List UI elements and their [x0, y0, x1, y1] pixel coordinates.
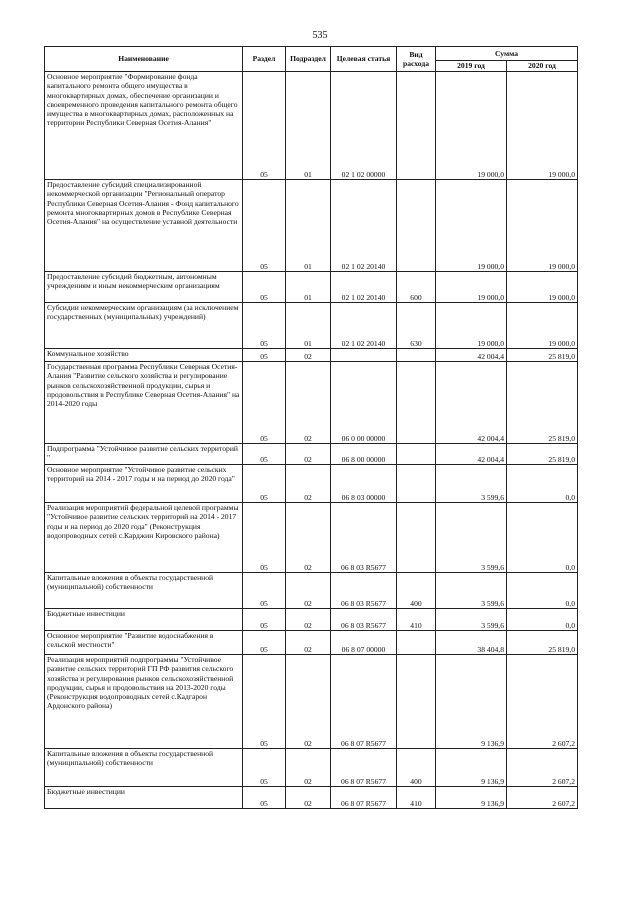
- row-target: 06 8 07 00000: [331, 631, 397, 655]
- row-expense-type: 400: [397, 573, 436, 609]
- row-2020: 0,0: [507, 609, 578, 631]
- header-section: Раздел: [243, 47, 286, 72]
- row-target: 02 1 02 20140: [331, 180, 397, 272]
- row-expense-type: [397, 503, 436, 573]
- row-2019: 19 000,0: [436, 72, 507, 180]
- row-section: 05: [243, 465, 286, 503]
- table-row: [45, 272, 578, 303]
- row-subsection: 02: [286, 749, 331, 787]
- table-row: [45, 180, 578, 272]
- row-2020: 0,0: [507, 573, 578, 609]
- row-2019: 19 000,0: [436, 303, 507, 349]
- row-2019: 3 599,6: [436, 465, 507, 503]
- row-expense-type: 630: [397, 303, 436, 349]
- row-2020: 25 819,0: [507, 349, 578, 362]
- row-section: 05: [243, 655, 286, 749]
- row-target: 06 8 00 00000: [331, 444, 397, 465]
- row-section: 05: [243, 787, 286, 809]
- row-target: 06 8 03 R5677: [331, 503, 397, 573]
- row-2020: 0,0: [507, 503, 578, 573]
- row-section: 05: [243, 444, 286, 465]
- row-section: 05: [243, 573, 286, 609]
- row-target: 02 1 02 20140: [331, 303, 397, 349]
- row-section: 05: [243, 349, 286, 362]
- row-expense-type: 410: [397, 787, 436, 809]
- row-subsection: 02: [286, 362, 331, 444]
- row-name: Основное мероприятие "Развитие водоснабжения в сельской местности": [45, 631, 243, 655]
- header-sum: Сумма: [436, 47, 578, 61]
- row-target: 02 1 02 20140: [331, 272, 397, 303]
- header-subsection: Подраздел: [286, 47, 331, 72]
- row-target: 06 8 07 R5677: [331, 749, 397, 787]
- table-row: [45, 72, 578, 180]
- row-section: 05: [243, 272, 286, 303]
- row-subsection: 01: [286, 72, 331, 180]
- row-2019: 42 004,4: [436, 349, 507, 362]
- row-2020: 25 819,0: [507, 444, 578, 465]
- budget-table: [44, 46, 578, 809]
- row-2020: 19 000,0: [507, 272, 578, 303]
- row-2020: 2 607,2: [507, 749, 578, 787]
- row-name: Бюджетные инвестиции: [45, 787, 243, 809]
- row-2019: 19 000,0: [436, 272, 507, 303]
- row-2019: 9 136,9: [436, 787, 507, 809]
- row-2019: 38 404,8: [436, 631, 507, 655]
- row-subsection: 02: [286, 573, 331, 609]
- header-2019: 2019 год: [436, 61, 507, 72]
- row-section: 05: [243, 72, 286, 180]
- row-expense-type: 600: [397, 272, 436, 303]
- row-name: Реализация мероприятий федеральной целевой программы "Устойчивое развитие сельских территорий на 2014 - 2017 годы и на период до 2020 года" (Реконструкция водопроводных сетей с.Карджин Кировского района): [45, 503, 243, 573]
- table-row: [45, 631, 578, 655]
- table-row: [45, 655, 578, 749]
- row-target: 06 8 03 R5677: [331, 609, 397, 631]
- row-expense-type: [397, 72, 436, 180]
- page-number: 535: [312, 30, 328, 41]
- row-expense-type: [397, 655, 436, 749]
- row-2020: 0,0: [507, 465, 578, 503]
- row-subsection: 02: [286, 655, 331, 749]
- row-expense-type: [397, 444, 436, 465]
- table-row: [45, 349, 578, 362]
- row-section: 05: [243, 503, 286, 573]
- row-subsection: 01: [286, 272, 331, 303]
- row-2020: 19 000,0: [507, 180, 578, 272]
- row-name: Капитальные вложения в объекты государственной (муниципальной) собственности: [45, 573, 243, 609]
- row-name: Основное мероприятие "Формирование фонда капитального ремонта общего имущества в многоквартирных домах, обеспечение организации и своевременного проведения капитального ремонта общего имущества в многоквартирных домах, расположенных на территории Республики Северная Осетия-Алания": [45, 72, 243, 180]
- row-target: 02 1 02 00000: [331, 72, 397, 180]
- row-name: Бюджетные инвестиции: [45, 609, 243, 631]
- row-expense-type: 410: [397, 609, 436, 631]
- header-name: Наименование: [45, 47, 243, 72]
- header-2020: 2020 год: [507, 61, 578, 72]
- row-name: Подпрограмма "Устойчивое развитие сельских территорий ": [45, 444, 243, 465]
- row-expense-type: 400: [397, 749, 436, 787]
- row-2019: 19 000,0: [436, 180, 507, 272]
- row-2019: 3 599,6: [436, 609, 507, 631]
- row-target: 06 8 07 R5677: [331, 655, 397, 749]
- table-row: [45, 444, 578, 465]
- table-row: [45, 465, 578, 503]
- row-expense-type: [397, 631, 436, 655]
- row-2019: 42 004,4: [436, 362, 507, 444]
- row-2019: 42 004,4: [436, 444, 507, 465]
- row-2019: 3 599,6: [436, 503, 507, 573]
- row-section: 05: [243, 631, 286, 655]
- row-section: 05: [243, 303, 286, 349]
- header-target: Целевая статья: [331, 47, 397, 72]
- table-row: [45, 362, 578, 444]
- row-subsection: 02: [286, 349, 331, 362]
- row-target: 06 8 03 R5677: [331, 573, 397, 609]
- row-target: 06 8 03 00000: [331, 465, 397, 503]
- row-name: Основное мероприятие "Устойчивое развитие сельских территорий на 2014 - 2017 годы и на период до 2020 года": [45, 465, 243, 503]
- row-subsection: 02: [286, 465, 331, 503]
- row-2020: 19 000,0: [507, 303, 578, 349]
- row-2020: 25 819,0: [507, 631, 578, 655]
- table-row: [45, 787, 578, 809]
- row-section: 05: [243, 362, 286, 444]
- row-2019: 9 136,9: [436, 655, 507, 749]
- row-expense-type: [397, 349, 436, 362]
- row-section: 05: [243, 180, 286, 272]
- row-2019: 9 136,9: [436, 749, 507, 787]
- table-row: [45, 303, 578, 349]
- row-name: Предоставление субсидий специализированной некоммерческой организации "Региональный оператор Республики Северная Осетия-Алания - Фонд капитального ремонта многоквартирных домов в Республике Северная Осетия-Алания" на осуществление уставной деятельности: [45, 180, 243, 272]
- row-subsection: 02: [286, 787, 331, 809]
- row-name: Субсидии некоммерческим организациям (за исключением государственных (муниципальных) учреждений): [45, 303, 243, 349]
- row-2020: 19 000,0: [507, 72, 578, 180]
- row-target: 06 0 00 00000: [331, 362, 397, 444]
- row-2020: 25 819,0: [507, 362, 578, 444]
- row-subsection: 01: [286, 180, 331, 272]
- row-expense-type: [397, 180, 436, 272]
- row-expense-type: [397, 465, 436, 503]
- row-section: 05: [243, 609, 286, 631]
- row-subsection: 02: [286, 444, 331, 465]
- row-target: [331, 349, 397, 362]
- table-row: [45, 573, 578, 609]
- row-2019: 3 599,6: [436, 573, 507, 609]
- row-target: 06 8 07 R5677: [331, 787, 397, 809]
- row-section: 05: [243, 749, 286, 787]
- row-name: Предоставление субсидий бюджетным, автономным учреждениям и иным некоммерческим организациям: [45, 272, 243, 303]
- row-subsection: 02: [286, 609, 331, 631]
- row-2020: 2 607,2: [507, 787, 578, 809]
- table-row: [45, 609, 578, 631]
- table-row: [45, 503, 578, 573]
- row-subsection: 02: [286, 631, 331, 655]
- row-name: Коммунальное хозяйство: [45, 349, 243, 362]
- row-subsection: 02: [286, 503, 331, 573]
- row-2020: 2 607,2: [507, 655, 578, 749]
- row-name: Реализация мероприятий подпрограммы "Устойчивое развитие сельских территорий ГП РФ развития сельского хозяйства и регулирования рынков сельскохозяйственной продукции, сырья и продовольствия на 2013-2020 годы (Реконструкция водопроводных сетей с.Кадгарон Ардонского района): [45, 655, 243, 749]
- header-expense-type: Вид расхода: [397, 47, 436, 72]
- row-name: Государственная программа Республики Северная Осетия-Алания "Развитие сельского хозяйства и регулирование рынков сельскохозяйственной продукции, сырья и продовольствия в Республике Северная Осетия-Алания" на 2014-2020 годы: [45, 362, 243, 444]
- row-name: Капитальные вложения в объекты государственной (муниципальной) собственности: [45, 749, 243, 787]
- row-subsection: 01: [286, 303, 331, 349]
- table-row: [45, 749, 578, 787]
- row-expense-type: [397, 362, 436, 444]
